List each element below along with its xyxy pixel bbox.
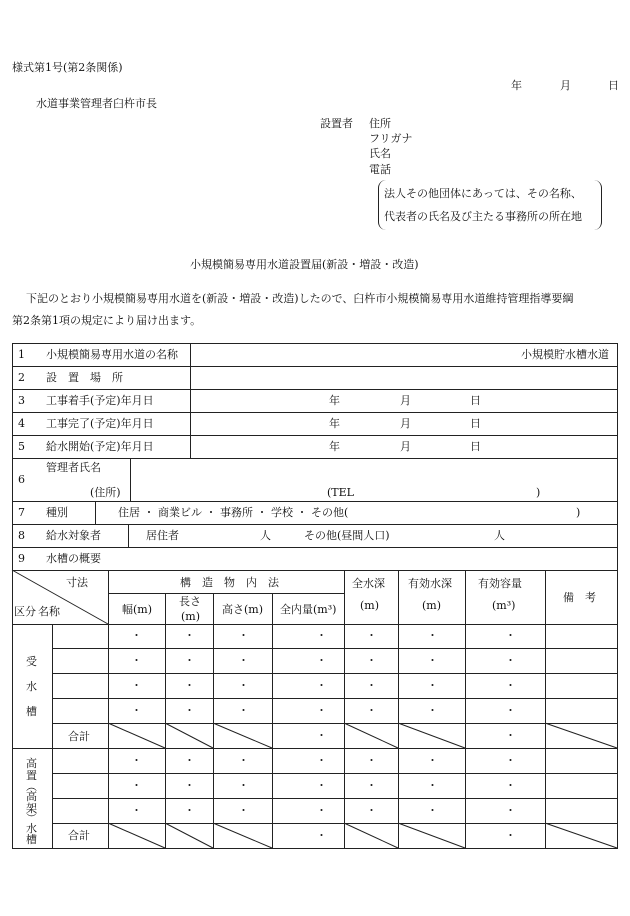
row6-label: 管理者氏名 xyxy=(46,461,101,474)
decimal-mark: ・ xyxy=(316,678,327,692)
decimal-mark: ・ xyxy=(238,678,249,692)
volume-header: 全内量(m³) xyxy=(280,603,337,616)
decimal-mark: ・ xyxy=(131,653,142,667)
decimal-mark: ・ xyxy=(427,778,438,792)
row7-number: 7 xyxy=(18,506,25,519)
decimal-mark: ・ xyxy=(505,678,516,692)
row6-tel-close: ) xyxy=(536,486,541,499)
elevated-tank-char7: 水 xyxy=(26,822,37,835)
width-header: 幅(m) xyxy=(122,603,153,616)
row5-month: 月 xyxy=(400,440,411,453)
total-row-diagonal xyxy=(398,723,465,748)
header-corner-diagonal xyxy=(12,570,108,624)
row3-label: 工事着手(予定)年月日 xyxy=(46,394,154,407)
total-row-diagonal xyxy=(108,723,165,748)
installer-name: 氏名 xyxy=(369,147,391,160)
row1-label: 小規模簡易専用水道の名称 xyxy=(46,348,178,361)
decimal-mark: ・ xyxy=(505,653,516,667)
decimal-mark: ・ xyxy=(427,653,438,667)
row7-label: 種別 xyxy=(46,506,68,519)
name-header: 名称 xyxy=(38,605,60,618)
form-number: 様式第1号(第2条関係) xyxy=(12,61,123,74)
row8-other: その他(昼間人口) xyxy=(304,529,390,542)
row7-options[interactable]: 住居 ・ 商業ビル ・ 事務所 ・ 学校 ・ その他( xyxy=(118,506,349,519)
effective-capacity-header: 有効容量 xyxy=(478,577,522,590)
total-row-diagonal xyxy=(545,823,617,848)
decimal-mark: ・ xyxy=(238,778,249,792)
decimal-mark: ・ xyxy=(366,778,377,792)
total-row-diagonal xyxy=(398,823,465,848)
decimal-mark: ・ xyxy=(505,629,516,642)
decimal-mark: ・ xyxy=(238,753,249,767)
decimal-mark: ・ xyxy=(316,778,327,792)
length-unit: (m) xyxy=(181,610,201,623)
receiving-tank-total: 合計 xyxy=(68,730,90,743)
remarks-header: 備 考 xyxy=(563,591,596,604)
row2-number: 2 xyxy=(18,371,25,384)
category-header: 区分 xyxy=(14,605,36,618)
row2-label: 設 置 場 所 xyxy=(46,371,123,384)
row5-day: 日 xyxy=(470,440,481,453)
effective-depth-unit: (m) xyxy=(422,599,442,612)
installer-phone: 電話 xyxy=(369,163,391,176)
corporate-note-line1: 法人その他団体にあっては、その名称、 xyxy=(384,187,582,200)
date-year: 年 xyxy=(511,79,522,92)
row1-value[interactable]: 小規模貯水槽水道 xyxy=(521,348,609,361)
decimal-mark: ・ xyxy=(316,629,327,642)
total-row-diagonal xyxy=(344,723,398,748)
decimal-mark: ・ xyxy=(184,703,195,717)
decimal-mark: ・ xyxy=(131,753,142,767)
decimal-mark: ・ xyxy=(427,703,438,717)
decimal-mark: ・ xyxy=(505,753,516,767)
total-row-diagonal xyxy=(165,723,213,748)
row5-year: 年 xyxy=(329,440,340,453)
decimal-mark: ・ xyxy=(505,828,516,842)
body-text-line2: 第2条第1項の規定により届け出ます。 xyxy=(12,314,202,327)
dimensions-header: 寸法 xyxy=(66,576,88,589)
row4-month: 月 xyxy=(400,417,411,430)
decimal-mark: ・ xyxy=(366,653,377,667)
row8-residents: 居住者 xyxy=(146,529,179,542)
decimal-mark: ・ xyxy=(316,803,327,817)
installer-label: 設置者 xyxy=(320,117,353,130)
total-row-diagonal xyxy=(213,723,272,748)
decimal-mark: ・ xyxy=(505,703,516,717)
total-row-diagonal xyxy=(213,823,272,848)
body-text-line1: 下記のとおり小規模簡易専用水道を(新設・増設・改造)したので、臼杵市小規模簡易専用水道維持管理指導要綱 xyxy=(26,292,574,305)
elevated-tank-char1: 高 xyxy=(26,757,37,770)
row5-number: 5 xyxy=(18,440,25,453)
decimal-mark: ・ xyxy=(131,778,142,792)
receiving-tank-char3: 槽 xyxy=(26,705,37,718)
decimal-mark: ・ xyxy=(131,678,142,692)
row3-month: 月 xyxy=(400,394,411,407)
installer-address: 住所 xyxy=(369,117,391,130)
receiving-tank-char1: 受 xyxy=(26,655,37,668)
row4-label: 工事完了(予定)年月日 xyxy=(46,417,154,430)
row3-day: 日 xyxy=(470,394,481,407)
row7-close: ) xyxy=(576,506,581,519)
row5-label: 給水開始(予定)年月日 xyxy=(46,440,154,453)
decimal-mark: ・ xyxy=(366,803,377,817)
length-header: 長さ xyxy=(179,595,201,608)
total-row-diagonal xyxy=(344,823,398,848)
decimal-mark: ・ xyxy=(366,678,377,692)
decimal-mark: ・ xyxy=(366,703,377,717)
effective-depth-header: 有効水深 xyxy=(408,577,452,590)
decimal-mark: ・ xyxy=(366,629,377,642)
decimal-mark: ・ xyxy=(184,678,195,692)
full-depth-unit: (m) xyxy=(360,599,380,612)
elevated-tank-char6: ︶ xyxy=(26,812,37,825)
decimal-mark: ・ xyxy=(238,629,249,642)
row3-number: 3 xyxy=(18,394,25,407)
row6-address: (住所) xyxy=(90,486,121,499)
decimal-mark: ・ xyxy=(184,753,195,767)
decimal-mark: ・ xyxy=(131,629,142,642)
decimal-mark: ・ xyxy=(184,653,195,667)
row6-tel: (TEL xyxy=(327,486,354,499)
decimal-mark: ・ xyxy=(505,803,516,817)
elevated-tank-char4: 高 xyxy=(26,790,37,803)
row1-number: 1 xyxy=(18,348,25,361)
structure-header: 構 造 物 内 法 xyxy=(180,576,279,589)
decimal-mark: ・ xyxy=(427,803,438,817)
row4-number: 4 xyxy=(18,417,25,430)
corporate-note-line2: 代表者の氏名及び主たる事務所の所在地 xyxy=(384,210,582,223)
document-title: 小規模簡易専用水道設置届(新設・増設・改造) xyxy=(190,258,419,271)
receiving-tank-char2: 水 xyxy=(26,680,37,693)
decimal-mark: ・ xyxy=(131,703,142,717)
row8-number: 8 xyxy=(18,529,25,542)
decimal-mark: ・ xyxy=(316,703,327,717)
row8-person1: 人 xyxy=(260,529,271,542)
decimal-mark: ・ xyxy=(316,828,327,842)
decimal-mark: ・ xyxy=(238,703,249,717)
elevated-tank-char5: 架 xyxy=(26,802,37,815)
row4-day: 日 xyxy=(470,417,481,430)
full-depth-header: 全水深 xyxy=(352,577,385,590)
height-header: 高さ(m) xyxy=(222,603,264,616)
elevated-tank-char2: 置 xyxy=(26,769,37,782)
decimal-mark: ・ xyxy=(131,803,142,817)
total-row-diagonal xyxy=(545,723,617,748)
row3-year: 年 xyxy=(329,394,340,407)
decimal-mark: ・ xyxy=(427,629,438,642)
decimal-mark: ・ xyxy=(316,728,327,742)
elevated-tank-total: 合計 xyxy=(68,829,90,842)
total-row-diagonal xyxy=(165,823,213,848)
date-month: 月 xyxy=(560,79,571,92)
decimal-mark: ・ xyxy=(316,753,327,767)
decimal-mark: ・ xyxy=(184,778,195,792)
date-day: 日 xyxy=(608,79,619,92)
row8-person2: 人 xyxy=(494,529,505,542)
elevated-tank-char3: ︵ xyxy=(26,780,37,793)
decimal-mark: ・ xyxy=(366,753,377,767)
decimal-mark: ・ xyxy=(505,778,516,792)
decimal-mark: ・ xyxy=(238,803,249,817)
row8-label: 給水対象者 xyxy=(46,529,101,542)
total-row-diagonal xyxy=(108,823,165,848)
addressee: 水道事業管理者臼杵市長 xyxy=(36,97,157,110)
row6-number: 6 xyxy=(18,473,25,486)
decimal-mark: ・ xyxy=(427,753,438,767)
decimal-mark: ・ xyxy=(238,653,249,667)
row4-year: 年 xyxy=(329,417,340,430)
elevated-tank-char8: 槽 xyxy=(26,833,37,846)
decimal-mark: ・ xyxy=(184,803,195,817)
row9-label: 水槽の概要 xyxy=(46,552,101,565)
decimal-mark: ・ xyxy=(505,728,516,742)
installer-furigana: フリガナ xyxy=(369,132,413,145)
decimal-mark: ・ xyxy=(316,653,327,667)
decimal-mark: ・ xyxy=(427,678,438,692)
decimal-mark: ・ xyxy=(184,629,195,642)
effective-capacity-unit: (m³) xyxy=(492,599,516,612)
row9-number: 9 xyxy=(18,552,25,565)
